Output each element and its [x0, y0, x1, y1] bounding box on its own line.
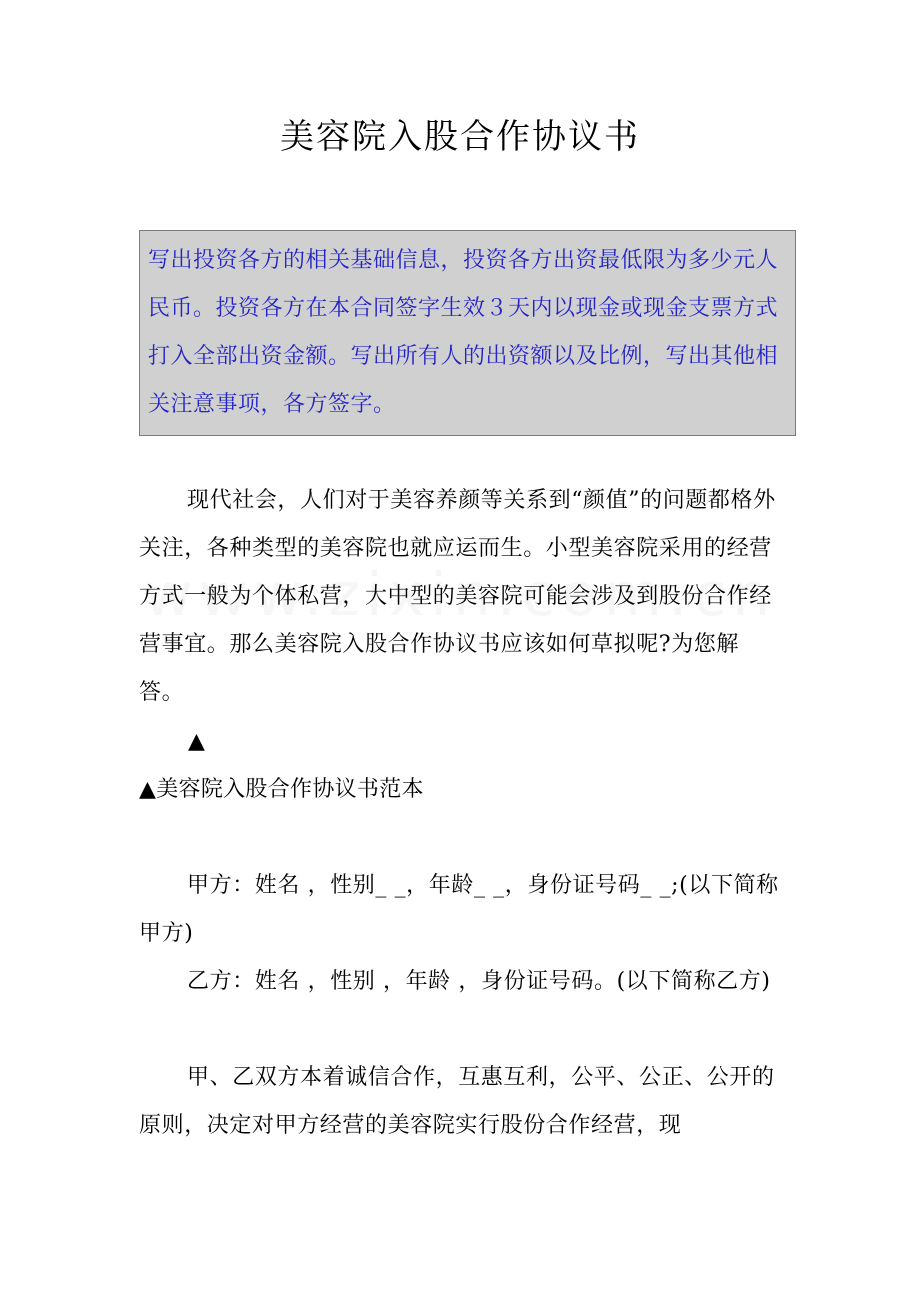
instruction-box: 写出投资各方的相关基础信息，投资各方出资最低限为多少元人民币。投资各方在本合同签字生效３天内以现金或现金支票方式打入全部出资金额。写出所有人的出资额以及比例，写出其他相关注意事项，各方签字。: [139, 230, 796, 436]
document-title: 美容院入股合作协议书: [280, 117, 640, 157]
intro-paragraph: 现代社会，人们对于美容养颜等关系到“颜值”的问题都格外关注，各种类型的美容院也就应运而生。小型美容院采用的经营方式一般为个体私营，大中型的美容院可能会涉及到股份合作经营事宜。那么美容院入股合作协议书应该如何草拟呢?为您解答。: [139, 488, 776, 705]
party-b-paragraph: 乙方：姓名 ，性别 ，年龄 ，身份证号码。(以下简称乙方): [187, 969, 771, 994]
section-heading: ▲美容院入股合作协议书范本: [139, 777, 424, 802]
party-a-paragraph: 甲方：姓名 ，性别_ _，年龄_ _，身份证号码_ _;(以下简称甲方): [139, 873, 779, 946]
triangle-marker: ▲: [188, 729, 205, 754]
clause-paragraph: 甲、乙双方本着诚信合作，互惠互利，公平、公正、公开的原则，决定对甲方经营的美容院实行股份合作经营，现: [139, 1065, 775, 1138]
